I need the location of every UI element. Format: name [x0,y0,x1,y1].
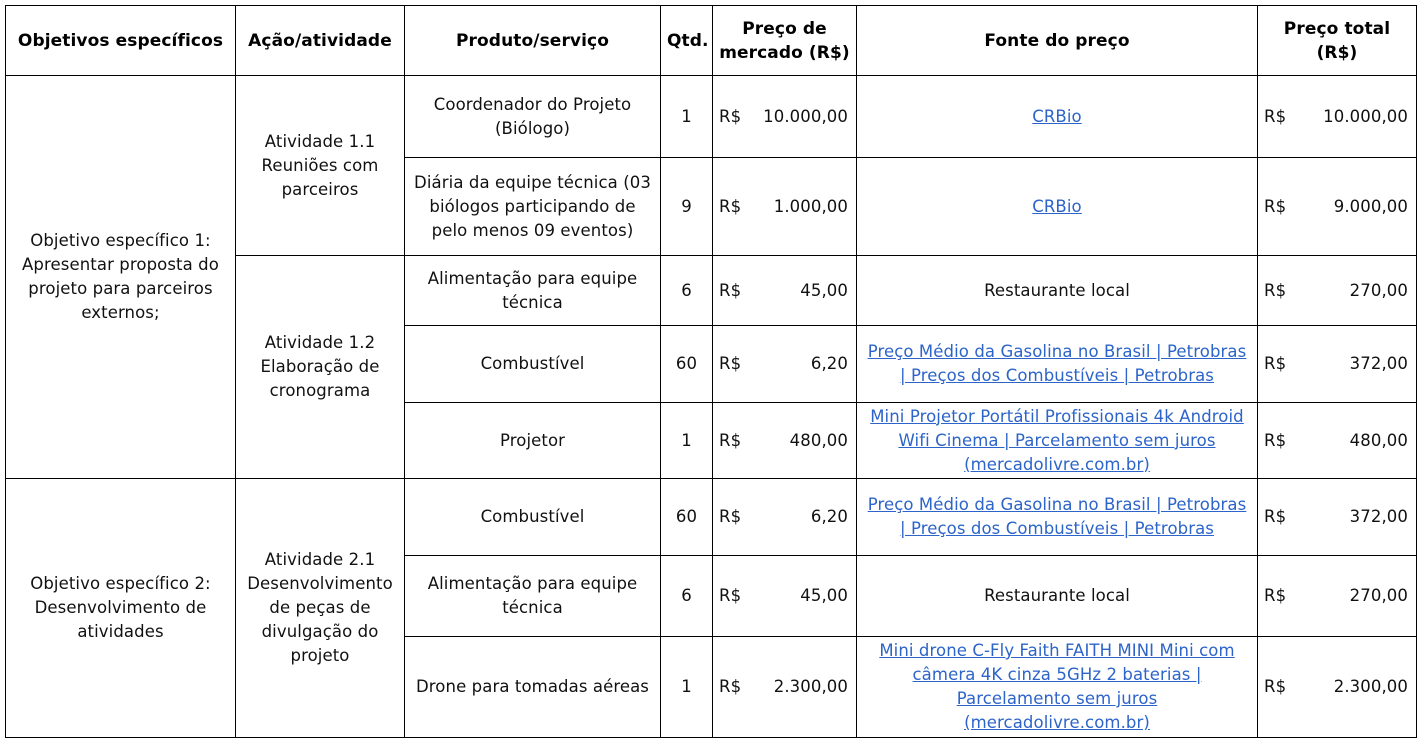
product-cell: Alimentação para equipe técnica [405,556,661,637]
total-price-cell-value [1264,584,1410,608]
market-price-cell-value [719,195,850,219]
price-source-cell [857,76,1258,158]
quantity-cell: 1 [661,637,713,738]
price-source-cell [857,403,1258,479]
quantity-cell: 6 [661,256,713,326]
product-cell: Combustível [405,479,661,556]
total-price-cell [1258,556,1417,637]
price-source-cell [857,637,1258,738]
market-price-cell-value [719,279,850,303]
amount: 10.000,00 [1323,106,1408,126]
market-price-cell-value [719,675,850,699]
amount: 2.300,00 [1333,677,1408,696]
total-price-cell-value [1264,195,1410,219]
total-price-cell-value [1264,505,1410,529]
activity-cell: Atividade 1.2 Elaboração de cronograma [236,256,405,479]
currency-symbol: R$ [1264,586,1287,605]
quantity-cell: 1 [661,403,713,479]
currency-symbol: R$ [719,196,742,216]
header-qtd: Qtd. [661,6,713,76]
market-price-cell [713,76,857,158]
objective-cell: Objetivo específico 1: Apresentar proposta do projeto para parceiros externos; [6,76,236,479]
activity-cell: Atividade 2.1 Desenvolvimento de peças de divulgação do projeto [236,479,405,738]
product-cell: Alimentação para equipe técnica [405,256,661,326]
total-price-cell [1258,256,1417,326]
currency-symbol: R$ [719,677,742,696]
amount: 45,00 [800,280,848,300]
activity-cell: Atividade 1.1 Reuniões com parceiros [236,76,405,256]
amount: 270,00 [1349,586,1408,605]
currency-symbol: R$ [1264,507,1287,526]
total-price-cell [1258,76,1417,158]
price-source-cell [857,326,1258,403]
quantity-cell: 1 [661,76,713,158]
table-row [6,76,1417,158]
price-source-link[interactable]: Mini drone C-Fly Faith FAITH MINI Mini com câmera 4K cinza 5GHz 2 baterias | Parcelamento sem juros (mercadolivre.com.br) [879,641,1235,732]
price-source-cell: Restaurante local [857,256,1258,326]
currency-symbol: R$ [1264,677,1287,696]
header-objetivos: Objetivos específicos [6,6,236,76]
product-cell: Diária da equipe técnica (03 biólogos participando de pelo menos 09 eventos) [405,158,661,256]
total-price-cell [1258,637,1417,738]
price-source-cell: Restaurante local [857,556,1258,637]
currency-symbol: R$ [1264,196,1287,216]
amount: 372,00 [1349,354,1408,373]
market-price-cell [713,256,857,326]
currency-symbol: R$ [1264,280,1287,300]
currency-symbol: R$ [1264,106,1287,126]
currency-symbol: R$ [719,507,742,526]
amount: 1.000,00 [773,196,848,216]
price-source-link[interactable]: Preço Médio da Gasolina no Brasil | Petrobras | Preços dos Combustíveis | Petrobras [867,342,1247,385]
objective-cell: Objetivo específico 2: Desenvolvimento de atividades [6,479,236,738]
quantity-cell: 9 [661,158,713,256]
header-acao: Ação/atividade [236,6,405,76]
total-price-cell-value [1264,352,1410,376]
currency-symbol: R$ [719,280,742,300]
total-price-cell [1258,158,1417,256]
quantity-cell: 6 [661,556,713,637]
product-cell: Drone para tomadas aéreas [405,637,661,738]
amount: 480,00 [789,430,848,450]
market-price-cell [713,556,857,637]
amount: 6,20 [810,507,848,526]
price-source-cell [857,158,1258,256]
total-price-cell-value [1264,279,1410,303]
market-price-cell [713,479,857,556]
header-preco-mercado: Preço de mercado (R$) [713,6,857,76]
product-cell: Combustível [405,326,661,403]
price-source-cell [857,479,1258,556]
market-price-cell [713,158,857,256]
market-price-cell-value [719,584,850,608]
table-row [6,479,1417,556]
amount: 2.300,00 [773,677,848,696]
header-fonte: Fonte do preço [857,6,1258,76]
market-price-cell-value [719,429,850,453]
total-price-cell [1258,479,1417,556]
amount: 10.000,00 [763,106,848,126]
amount: 6,20 [810,354,848,373]
budget-body [6,76,1417,738]
market-price-cell [713,637,857,738]
currency-symbol: R$ [719,430,742,450]
currency-symbol: R$ [719,586,742,605]
price-source-link[interactable]: CRBio [1032,196,1082,216]
total-price-cell-value [1264,105,1410,129]
total-price-cell-value [1264,429,1410,453]
market-price-cell-value [719,105,850,129]
product-cell: Projetor [405,403,661,479]
market-price-cell-value [719,505,850,529]
currency-symbol: R$ [1264,430,1287,450]
currency-symbol: R$ [719,106,742,126]
amount: 45,00 [800,586,848,605]
header-produto: Produto/serviço [405,6,661,76]
total-price-cell-value [1264,675,1410,699]
total-price-cell [1258,326,1417,403]
market-price-cell [713,403,857,479]
market-price-cell [713,326,857,403]
amount: 480,00 [1349,430,1408,450]
amount: 9.000,00 [1333,196,1408,216]
price-source-link[interactable]: Mini Projetor Portátil Profissionais 4k Android Wifi Cinema | Parcelamento sem juros (mercadolivre.com.br) [870,406,1244,474]
budget-table [5,5,1417,738]
quantity-cell: 60 [661,479,713,556]
header-row [6,6,1417,76]
market-price-cell-value [719,352,850,376]
product-cell: Coordenador do Projeto (Biólogo) [405,76,661,158]
total-price-cell [1258,403,1417,479]
amount: 270,00 [1349,280,1408,300]
amount: 372,00 [1349,507,1408,526]
price-source-link[interactable]: Preço Médio da Gasolina no Brasil | Petrobras | Preços dos Combustíveis | Petrobras [867,495,1247,538]
currency-symbol: R$ [719,354,742,373]
header-preco-total: Preço total (R$) [1258,6,1417,76]
currency-symbol: R$ [1264,354,1287,373]
quantity-cell: 60 [661,326,713,403]
price-source-link[interactable]: CRBio [1032,106,1082,126]
